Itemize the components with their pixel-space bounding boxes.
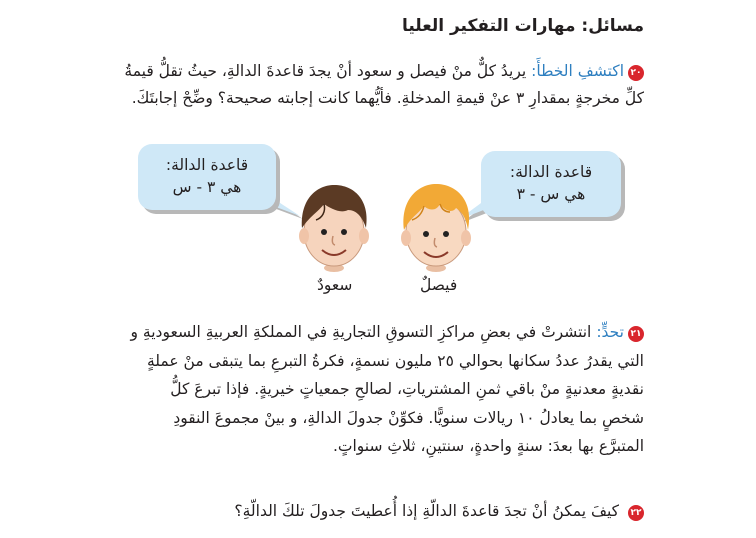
bubble-label: قاعدة الدالة: bbox=[165, 156, 249, 174]
problem-keyword: اكتشفِ الخطأَ: bbox=[531, 62, 624, 80]
problem-text: يريدُ كلٌّ منْ فيصل و سعود أنْ يجدَ قاعدةَ الدالةِ، حيثُ تقلُّ قيمةُ كلِّ مخرجةٍ بمقدارِ ٣ عنْ قيمةِ المدخلةِ. فأيُّهما كانت إجابته صحيحة؟ وضِّحْ إجابتَكَ. bbox=[124, 62, 644, 107]
speech-bubble-saud bbox=[138, 144, 276, 210]
bubble-rule: هي ٣ - س bbox=[172, 178, 242, 196]
bubble-label: قاعدة الدالة: bbox=[509, 163, 593, 181]
problem-22 bbox=[124, 498, 644, 525]
problem-keyword: تحدٍّ: bbox=[596, 323, 624, 341]
section-title: مسائل: مهارات التفكير العليا bbox=[401, 16, 644, 36]
speech-bubble-faisal bbox=[481, 151, 621, 217]
saud-face-illustration bbox=[296, 180, 372, 272]
problem-20 bbox=[124, 58, 644, 112]
faisal-name-label: فيصلٌ bbox=[420, 276, 458, 294]
problem-text: انتشرتْ في بعضِ مراكزِ التسوقِ التجاريةِ في المملكةِ العربيةِ السعوديةِ و التي يقدرُ عددُ سكانها بحوالي ٢٥ مليون نسمةٍ، فكرةُ التبرعِ بما يتبقى منْ عملةٍ نقديةٍ معدنيةٍ منْ باقي ثمنِ المشترياتِ، لصالحِ جمعياتٍ خيريةٍ. فإذا تبرعَ كلُّ شخصٍ بما يعادلُ ١٠ ريالات سنويًّا. فكوِّنْ جدولَ الدالةِ، و بينْ مجموعَ النقودِ المتبرَّع بها بعدَ: سنةٍ واحدةٍ، سنتينِ، ثلاثِ سنواتٍ. bbox=[130, 323, 644, 455]
problem-21 bbox=[124, 318, 644, 461]
problem-number-badge: ٢١ bbox=[628, 326, 644, 342]
problem-number-badge: ٢٢ bbox=[628, 505, 644, 521]
problem-text: كيفَ يمكنُ أنْ تجدَ قاعدةَ الدالّةِ إذا أُعطيتَ جدولَ تلكَ الدالّةِ؟ bbox=[234, 502, 620, 520]
faisal-face-illustration bbox=[398, 180, 474, 272]
saud-name-label: سعودٌ bbox=[317, 276, 353, 294]
bubble-rule: هي س - ٣ bbox=[516, 185, 586, 203]
problem-number-badge: ٢٠ bbox=[628, 65, 644, 81]
